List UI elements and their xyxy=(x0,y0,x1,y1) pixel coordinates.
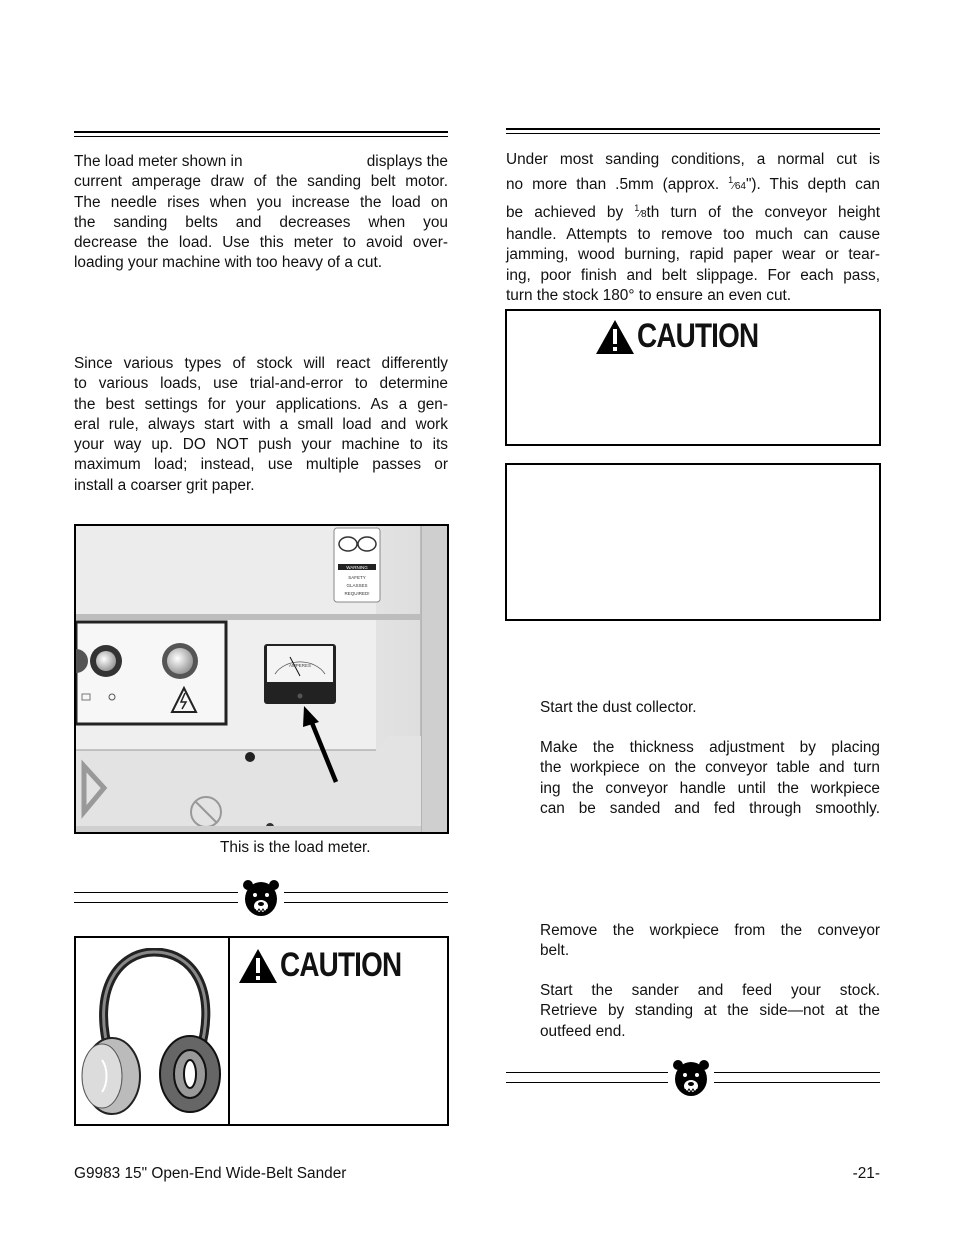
right-bear-divider-rule xyxy=(506,1072,668,1083)
step-4: Start the sander and feed your stock. Retrieve by standing at the side—not at the outfeed end. xyxy=(540,982,880,1040)
right-bear-divider-rule xyxy=(714,1072,880,1083)
paragraph-line: be achieved by $^1$⁄8th turn of the conveyor height xyxy=(506,202,880,221)
left-bear-divider-rule xyxy=(284,892,448,903)
photo-caption: This is the load meter. xyxy=(220,839,371,856)
bear-logo-icon xyxy=(670,1058,712,1098)
footer-title: G9983 15" Open-End Wide-Belt Sander xyxy=(74,1165,347,1182)
trial-and-error-paragraph: Since various types of stock will react differently to various loads, use trial-and-error to determine the best settings for your applications. As a gen- eral rule, always start with a small load and work your way up. DO NOT push your machine to its maximum load; instead, use multiple passes or install a coarser grit paper. xyxy=(74,355,448,494)
caution-heading: CAUTION xyxy=(637,317,759,355)
caution-triangle-icon xyxy=(595,319,635,355)
sticker-warning-text: WARNING xyxy=(346,565,368,570)
meter-scale-label: AMPERES xyxy=(288,663,312,668)
load-meter-paragraph: The load meter shown in displays the current amperage draw of the sanding belt motor. The needle rises when you increase the load on the sanding belts and decreases when you decrease the load. Use this meter to avoid over- loading your machine with too heavy of a cut. xyxy=(74,153,448,272)
caution-triangle-icon xyxy=(238,948,278,984)
paragraph-line: The load meter shown in displays the xyxy=(74,153,448,170)
right-note-box xyxy=(505,463,881,621)
sticker-line-3: REQUIRED! xyxy=(344,591,370,596)
right-section-rule xyxy=(506,128,880,134)
paragraph-line: no more than .5mm (approx. $^1$⁄64"). This depth can xyxy=(506,175,880,194)
page-number: -21- xyxy=(852,1165,880,1182)
left-section-rule xyxy=(74,131,448,137)
ear-protection-caution-box xyxy=(74,936,449,1126)
load-meter-photo xyxy=(74,524,449,834)
step-3: Remove the workpiece from the conveyor belt. xyxy=(540,922,880,960)
depth-of-cut-paragraph: Under most sanding conditions, a normal cut is no more than .5mm (approx. $^1$⁄64"). This depth can be achieved by $^1$⁄8th turn of the conveyor height handle. Attempts to remove too much can cause jamming, wood burning, rapid paper wear or tear- ing, poor finish and belt slippage. For each pass, turn the stock 180° to ensure an even cut. xyxy=(506,151,880,305)
step-2: Make the thickness adjustment by placing the workpiece on the conveyor table and turn ing the conveyor handle until the workpiece can be sanded and fed through smoothly. xyxy=(540,739,880,817)
bear-logo-icon xyxy=(240,878,282,918)
sticker-line-2: GLASSES xyxy=(346,583,368,588)
sticker-line-1: SAFETY xyxy=(348,575,366,580)
step-1: Start the dust collector. xyxy=(540,699,697,716)
earmuffs-icon xyxy=(80,948,224,1118)
left-bear-divider-rule xyxy=(74,892,238,903)
control-panel-illustration xyxy=(76,526,447,832)
right-caution-box xyxy=(505,309,881,446)
caution-heading: CAUTION xyxy=(280,946,402,984)
